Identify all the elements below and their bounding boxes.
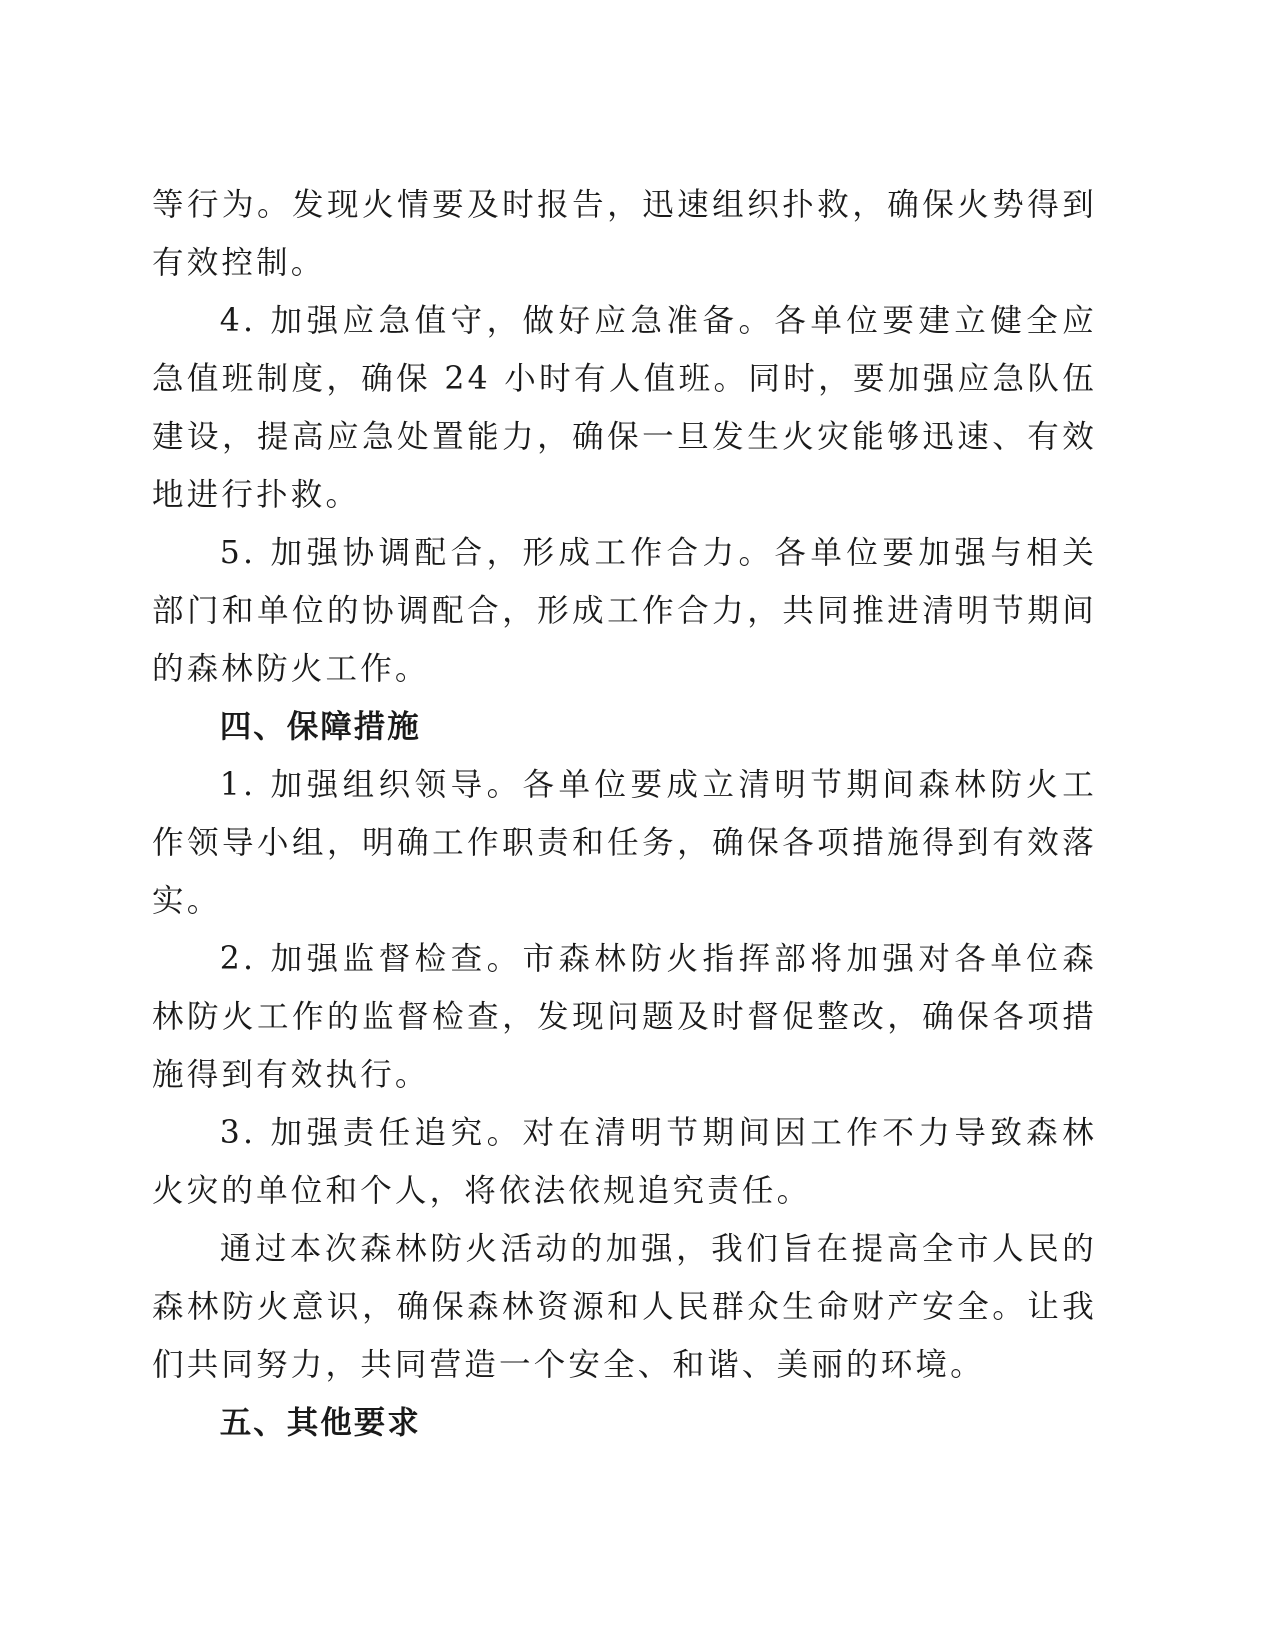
paragraph-item-4: 4. 加强应急值守，做好应急准备。各单位要建立健全应急值班制度，确保 24 小时有人值班。同时，要加强应急队伍建设，提高应急处置能力，确保一旦发生火灾能够迅速、有效地进行扑救。 <box>152 303 1097 513</box>
paragraph-conclusion: 通过本次森林防火活动的加强，我们旨在提高全市人民的森林防火意识，确保森林资源和人民群众生命财产安全。让我们共同努力，共同营造一个安全、和谐、美丽的环境。 <box>152 1231 1097 1383</box>
paragraph-measure-1: 1. 加强组织领导。各单位要成立清明节期间森林防火工作领导小组，明确工作职责和任务，确保各项措施得到有效落实。 <box>152 767 1097 919</box>
section-heading-4: 四、保障措施 <box>219 709 421 745</box>
paragraph-measure-2: 2. 加强监督检查。市森林防火指挥部将加强对各单位森林防火工作的监督检查，发现问题及时督促整改，确保各项措施得到有效执行。 <box>152 941 1097 1093</box>
paragraph-item-5: 5. 加强协调配合，形成工作合力。各单位要加强与相关部门和单位的协调配合，形成工作合力，共同推进清明节期间的森林防火工作。 <box>152 535 1097 687</box>
paragraph-measure-3: 3. 加强责任追究。对在清明节期间因工作不力导致森林火灾的单位和个人，将依法依规追究责任。 <box>152 1115 1097 1209</box>
section-heading-5: 五、其他要求 <box>219 1405 421 1441</box>
paragraph-continued: 等行为。发现火情要及时报告，迅速组织扑救，确保火势得到有效控制。 <box>152 187 1097 281</box>
document-body <box>152 176 1097 1452</box>
